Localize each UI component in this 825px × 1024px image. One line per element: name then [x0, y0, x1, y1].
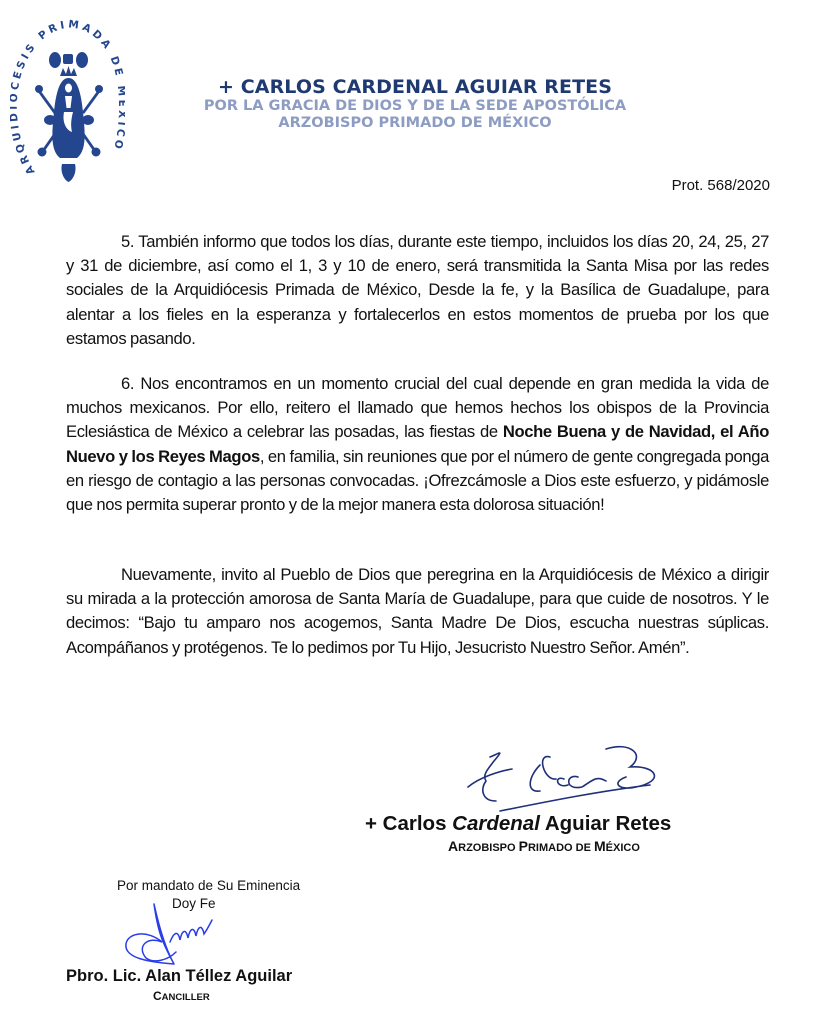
letterhead-subtitle: POR LA GRACIA DE DIOS Y DE LA SEDE APOSTÓLICA: [203, 98, 627, 114]
role-cap-b: P: [518, 838, 528, 854]
cardinal-name-suffix: Aguiar Retes: [539, 812, 672, 835]
role-cap-c: M: [593, 838, 606, 854]
chancellor-role-small: ANCILLER: [161, 992, 210, 1003]
paragraph-6-text: [66, 372, 769, 517]
chancellor-name: Pbro. Lic. Alan Téllez Aguilar: [66, 967, 293, 985]
closing-paragraph: [66, 563, 769, 660]
paragraph-6-intro: 6. Nos encontramos en un momento crucial del cual depende en gran medida la vida de muchos mexicanos. Por ello, reitero el llamado que hemos hechos los obispos de la Provincia Eclesiástica de México a celebrar las posadas, las fiestas de: [66, 374, 769, 442]
closing-paragraph-text: Nuevamente, invito al Pueblo de Dios que peregrina en la Arquidiócesis de México a dirigir su mirada a la protección amorosa de Santa María de Guadalupe, para que cuide de nosotros. Y le decimos: “Bajo tu amparo nos acogemos, Santa Madre De Dios, escucha nuestras súplicas. Acompáñanos y protégenos. Te lo pedimos por Tu Hijo, Jesucristo Nuestro Señor. Amén”.: [66, 565, 769, 657]
role-small-a: RZOBISPO: [458, 842, 519, 854]
paragraph-5: [66, 230, 769, 351]
letterhead-office: ARZOBISPO PRIMADO DE MÉXICO: [278, 115, 552, 131]
attestation-line: Doy Fe: [172, 896, 216, 911]
letterhead-title: + CARLOS CARDENAL AGUIAR RETES: [217, 76, 613, 98]
cardinal-name-prefix: + Carlos: [365, 812, 453, 835]
archdiocese-seal-icon: [10, 12, 125, 192]
paragraph-5-text: 5. También informo que todos los días, durante este tiempo, incluidos los días 20, 24, 25, 27 y 31 de diciembre, así como el 1, 3 y 10 de enero, será transmitida la Santa Misa por las redes sociales de la Arquidiócesis Primada de México, Desde la fe, y la Basílica de Guadalupe, para alentar a los fieles en la esperanza y fortalecerlos en estos momentos de prueba por los que estamos pasando.: [66, 232, 769, 348]
cardinal-role: [448, 838, 640, 854]
paragraph-6-rest: , en familia, sin reuniones que por el número de gente congregada ponga en riesgo de contagio a las personas convocadas. ¡Ofrezcámosle a Dios este esfuerzo, y pidámosle que nos permita superar pronto y de la mejor manera esta dolorosa situación!: [66, 446, 769, 515]
role-cap-a: A: [448, 838, 459, 854]
cardinal-title-italic: Cardenal: [452, 812, 540, 835]
cardinal-name: [365, 812, 671, 836]
paragraph-6-bold-holidays: Noche Buena y de Navidad, el Año Nuevo y los Reyes Magos: [66, 422, 770, 466]
archdiocese-seal-logo: [10, 12, 125, 192]
chancellor-signature: [118, 902, 228, 977]
role-small-c: ÉXICO: [605, 842, 640, 854]
paragraph-6: [66, 372, 769, 517]
seal-ring-text: ARQUI CESIS PRIMADA DE O: [10, 18, 125, 177]
handwritten-signature-icon: [118, 902, 228, 977]
chancellor-role: [153, 989, 210, 1003]
mandate-line: Por mandato de Su Eminencia: [117, 878, 301, 893]
letterhead: [180, 77, 650, 132]
handwritten-signature-icon: [460, 735, 720, 815]
protocol-number: Prot. 568/2020: [671, 177, 770, 194]
role-small-b: RIMADO DE: [527, 842, 594, 854]
cardinal-signature: [460, 735, 720, 815]
chancellor-role-cap: C: [153, 989, 162, 1003]
